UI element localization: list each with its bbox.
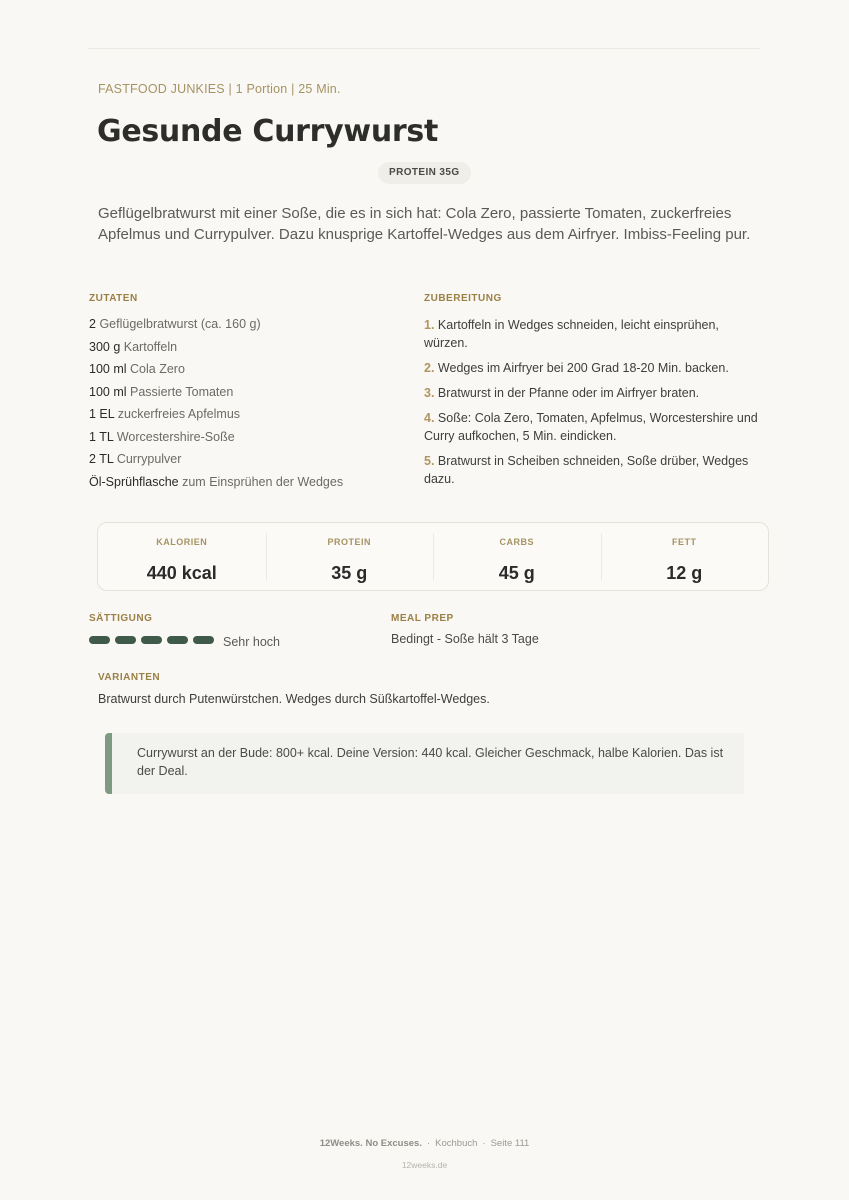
list-item (89, 316, 409, 339)
list-item (89, 339, 409, 362)
ingredient-name: Worcestershire-Soße (116, 429, 235, 444)
ingredient-name: zuckerfreies Apfelmus (117, 407, 241, 421)
nutrition-card (97, 522, 769, 591)
ingredient-amount: Öl-Sprühflasche (89, 474, 179, 489)
step-item (424, 359, 764, 377)
satiety-pill (141, 636, 162, 644)
step-number: 5. (424, 454, 435, 468)
satiety-pill (193, 636, 214, 644)
meal-prep-text: Bedingt - Soße hält 3 Tage (391, 632, 539, 646)
list-item (89, 451, 409, 474)
recipe-kicker: FASTFOOD JUNKIES | 1 Portion | 25 Min. (98, 82, 341, 96)
ingredient-name: Currypulver (116, 452, 182, 466)
list-item (89, 361, 409, 384)
step-text: Kartoffeln in Wedges schneiden, leicht einsprühen, würzen. (424, 318, 719, 350)
ingredients-list (89, 316, 409, 496)
satiety-pill (89, 636, 110, 644)
ingredient-amount: 1 EL (89, 407, 115, 421)
top-rule (88, 48, 760, 49)
preparation-heading: ZUBEREITUNG (424, 293, 502, 304)
page-title: Gesunde Currywurst (97, 114, 438, 149)
list-item (89, 384, 409, 407)
step-item (424, 452, 764, 488)
step-text: Wedges im Airfryer bei 200 Grad 18-20 Min. backen. (437, 361, 729, 375)
satiety-heading: SÄTTIGUNG (89, 613, 153, 624)
page-footer: 12Weeks. No Excuses. · Kochbuch · Seite 111 (319, 1138, 530, 1149)
nutrition-value: 12 g (666, 563, 703, 583)
footer-page-number: Seite 111 (490, 1138, 530, 1149)
footer-brand: 12Weeks. No Excuses. (319, 1138, 422, 1149)
ingredients-heading: ZUTATEN (89, 293, 138, 304)
satiety-pill (115, 636, 136, 644)
recipe-intro: Geflügelbratwurst mit einer Soße, die es in sich hat: Cola Zero, passierte Tomaten, zuckerfreies Apfelmus und Currypulver. Dazu knusprige Kartoffel-Wedges aus dem Airfryer. Imbiss-Feeling pur. (98, 205, 751, 243)
ingredient-amount: 1 TL (89, 429, 114, 444)
ingredient-amount: 100 ml (89, 384, 127, 399)
nutrition-label: CARBS (499, 537, 534, 547)
nutrition-label: PROTEIN (327, 537, 371, 547)
ingredient-amount: 300 g (89, 339, 121, 354)
step-item (424, 316, 764, 352)
ingredient-amount: 100 ml (89, 362, 127, 376)
step-number: 2. (424, 361, 435, 375)
nutrition-value: 440 kcal (146, 563, 217, 583)
step-number: 1. (424, 318, 435, 332)
nutrition-label: KALORIEN (156, 537, 208, 547)
list-item (89, 474, 409, 497)
nutrition-carbs (433, 523, 601, 590)
tip-callout: Currywurst an der Bude: 800+ kcal. Deine Version: 440 kcal. Gleicher Geschmack, halbe Kalorien. Das ist der Deal. (105, 733, 744, 794)
nutrition-calories (98, 523, 266, 590)
protein-badge: PROTEIN 35G (378, 162, 471, 184)
footer-url: 12weeks.de (401, 1160, 448, 1170)
step-number: 4. (424, 411, 435, 425)
satiety-pill (167, 636, 188, 644)
variants-text: Bratwurst durch Putenwürstchen. Wedges durch Süßkartoffel-Wedges. (98, 692, 490, 706)
ingredient-name: Passierte Tomaten (130, 384, 234, 399)
footer-book: Kochbuch (435, 1138, 478, 1149)
variants-heading: VARIANTEN (98, 672, 161, 683)
nutrition-value: 45 g (498, 563, 535, 583)
step-text: Soße: Cola Zero, Tomaten, Apfelmus, Worcestershire und Curry aufkochen, 5 Min. eindicken. (424, 411, 758, 443)
satiety-text: Sehr hoch (223, 635, 280, 649)
list-item (89, 406, 409, 429)
step-item (424, 384, 764, 402)
nutrition-label: FETT (672, 537, 697, 547)
nutrition-fat (601, 523, 769, 590)
step-item (424, 409, 764, 445)
ingredient-name: Kartoffeln (123, 339, 178, 354)
ingredient-amount: 2 TL (89, 452, 114, 466)
ingredient-name: Cola Zero (130, 362, 185, 376)
ingredient-name: Geflügelbratwurst (ca. 160 g) (99, 317, 261, 331)
preparation-steps (424, 316, 764, 495)
ingredient-name: zum Einsprühen der Wedges (182, 474, 344, 489)
satiety-meter (89, 636, 214, 644)
nutrition-protein (266, 523, 434, 590)
ingredient-amount: 2 (89, 317, 96, 331)
step-text: Bratwurst in Scheiben schneiden, Soße drüber, Wedges dazu. (424, 454, 749, 486)
nutrition-value: 35 g (331, 563, 368, 583)
meal-prep-heading: MEAL PREP (391, 613, 454, 624)
step-number: 3. (424, 386, 435, 400)
list-item (89, 429, 409, 452)
step-text: Bratwurst in der Pfanne oder im Airfryer braten. (437, 386, 700, 400)
